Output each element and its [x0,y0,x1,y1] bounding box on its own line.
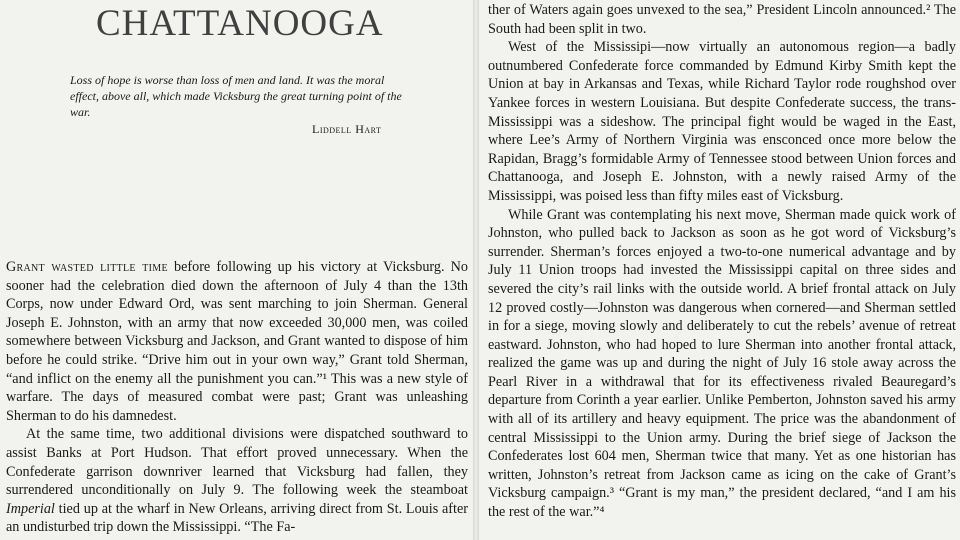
page-gutter [473,0,479,540]
paragraph-1 [6,258,468,425]
paragraph-jackson-siege: While Grant was contemplating his next move, Sherman made quick work of Johnston, who pulled back to Jackson as soon as he got word of Vicksburg’s surrender. Sherman’s forces enjoyed a two-to-one numerical advantage and by July 11 Union troops had invested the Mississippi capital on three sides and severed the city’s rail links with the outside world. A brief frontal attack on July 12 proved costly—Johnston was dangerous when cornered—and Sherman settled in for a siege, moving slowly and deliberately to cut the rebels’ avenue of retreat eastward. Johnston, who had hoped to lure Sherman into another frontal attack, realized the game was up and during the night of July 16 stole away across the Pearl River in a withdrawal that for its effectiveness rivaled Beauregard’s departure from Corinth a year earlier. Unlike Pemberton, Johnston saved his army with all of its artillery and heavy equipment. The price was the abandonment of central Mississippi to the Union army. During the brief siege of Jackson the Confederates lost 604 men, Sherman twice that many. Yet as one historian has written, Johnston’s retreat from Jackson came as icing on the cake of Grant’s Vicksburg campaign.³ “Grant is my man,” the president declared, “and I am his the rest of the war.”⁴ [488,206,956,521]
paragraph-2-text-b: tied up at the wharf in New Orleans, arriving direct from St. Louis after an undisturbed trip down the Mississippi. “The Fa- [6,500,468,536]
ship-name: Imperial [6,500,55,517]
right-body-text [488,1,956,522]
paragraph-2 [6,425,468,537]
lead-in-small-caps: Grant wasted little time [6,259,168,275]
paragraph-1-text: before following up his victory at Vicksburg. No sooner had the celebration died down the afternoon of July 4 than the 13th Corps, now under Edward Ord, was sent marching to join Sherman. General Joseph E. Johnston, with an army that now exceeded 30,000 men, was coiled somewhere between Vicksburg and Jackson, and Grant wanted to dispose of him before he could strike. “Drive him out in your own way,” Grant told Sherman, “and inflict on the enemy all the punishment you can.”¹ This was a new style of warfare. The days of measured combat were past; Grant was unleashing Sherman to do his damnedest. [6,259,468,424]
paragraph-continued: ther of Waters again goes unvexed to the sea,” President Lincoln announced.² The South had been split in two. [488,2,956,37]
epigraph: Loss of hope is worse than loss of men and land. It was the moral effect, above all, which made Vicksburg the great turning point of the war. [70,73,402,119]
chapter-title: CHATTANOOGA [96,3,384,44]
left-body-text [6,258,468,537]
epigraph-attribution: Liddell Hart [312,122,382,136]
paragraph-trans-mississippi: West of the Mississipi—now virtually an autonomous region—a badly outnumbered Confederate force commanded by Edmund Kirby Smith kept the Union at bay in Arkansas and Texas, while Richard Taylor rode roughshod over Yankee forces in western Louisiana. But despite Confederate success, the trans-Mississippi was a sideshow. The principal fight would be waged in the East, where Lee’s Army of Northern Virginia was ensconced once more below the Rapidan, Bragg’s formidable Army of Tennessee stood between Union forces and Chattanooga, and Joseph E. Johnston, with a newly raised Army of the Mississippi, was poised less than fifty miles east of Vicksburg. [488,39,956,204]
paragraph-2-text-a: At the same time, two additional divisions were dispatched southward to assist Banks at Port Hudson. That effort proved unnecessary. When the Confederate garrison downriver learned that Vicksburg had fallen, they surrendered unconditionally on July 9. The following week the steamboat [6,426,468,499]
